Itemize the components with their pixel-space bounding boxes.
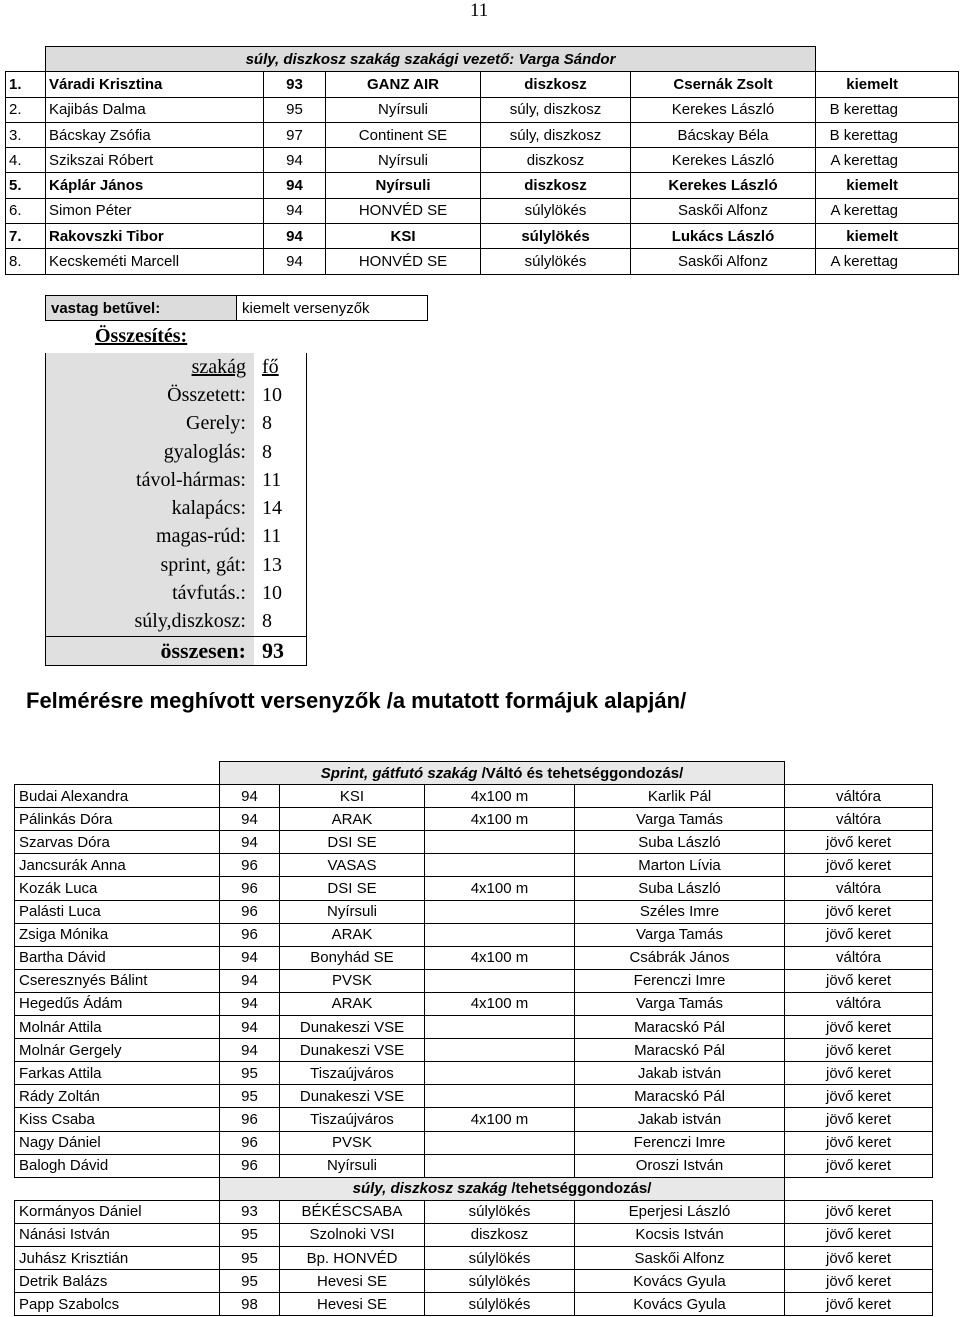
cell-year: 96 bbox=[220, 854, 280, 877]
table-row bbox=[15, 969, 933, 992]
cell-no: 8. bbox=[6, 249, 46, 274]
cell-year: 94 bbox=[220, 992, 280, 1015]
cell-name: Budai Alexandra bbox=[15, 785, 220, 808]
cell-status: jövő keret bbox=[785, 1154, 933, 1177]
cell-coach: Saskői Alfonz bbox=[631, 249, 816, 274]
table-row bbox=[6, 148, 959, 173]
cell-name: Rakovszki Tibor bbox=[46, 224, 264, 249]
cell-name: Bartha Dávid bbox=[15, 946, 220, 969]
cell-event: súlylökés bbox=[425, 1270, 575, 1293]
header-blank bbox=[6, 47, 46, 72]
summary-value: 10 bbox=[254, 381, 307, 409]
cell-club: KSI bbox=[326, 224, 481, 249]
cell-name: Zsiga Mónika bbox=[15, 923, 220, 946]
cell-event: 4x100 m bbox=[425, 1108, 575, 1131]
cell-name: Káplár János bbox=[46, 173, 264, 198]
cell-year: 95 bbox=[220, 1062, 280, 1085]
cell-coach: Maracskó Pál bbox=[575, 1039, 785, 1062]
cell-status: jövő keret bbox=[785, 831, 933, 854]
cell-year: 94 bbox=[220, 808, 280, 831]
cell-club: ARAK bbox=[280, 923, 425, 946]
cell-coach: Kovács Gyula bbox=[575, 1293, 785, 1316]
cell-year: 94 bbox=[264, 249, 326, 274]
cell-year: 94 bbox=[220, 969, 280, 992]
header-italic: súly, diszkosz szakág bbox=[245, 50, 401, 68]
cell-name: Bácskay Zsófia bbox=[46, 122, 264, 147]
cell-year: 93 bbox=[264, 72, 326, 97]
cell-name: Kormányos Dániel bbox=[15, 1200, 220, 1223]
cell-year: 94 bbox=[264, 173, 326, 198]
cell-event: súly, diszkosz bbox=[481, 122, 631, 147]
cell-club: Hevesi SE bbox=[280, 1293, 425, 1316]
cell-status: jövő keret bbox=[785, 1016, 933, 1039]
cell-coach: Marton Lívia bbox=[575, 854, 785, 877]
cell-year: 98 bbox=[220, 1293, 280, 1316]
cell-event bbox=[425, 1154, 575, 1177]
cell-year: 96 bbox=[220, 877, 280, 900]
table-row bbox=[15, 1131, 933, 1154]
cell-status: váltóra bbox=[785, 992, 933, 1015]
section-header-italic: Sprint, gátfutó szakág bbox=[320, 764, 478, 782]
cell-coach: Oroszi István bbox=[575, 1154, 785, 1177]
section-header-cell bbox=[220, 1177, 785, 1200]
cell-status: jövő keret bbox=[785, 969, 933, 992]
summary-row bbox=[46, 466, 307, 494]
cell-club: HONVÉD SE bbox=[326, 198, 481, 223]
table-row bbox=[15, 1062, 933, 1085]
cell-status: kiemelt bbox=[816, 72, 959, 97]
cell-status: B kerettag bbox=[816, 122, 959, 147]
summary-row bbox=[46, 608, 307, 637]
cell-name: Jancsurák Anna bbox=[15, 854, 220, 877]
cell-year: 95 bbox=[220, 1270, 280, 1293]
cell-name: Váradi Krisztina bbox=[46, 72, 264, 97]
cell-event: diszkosz bbox=[481, 148, 631, 173]
summary-col-value: fő bbox=[254, 353, 307, 381]
cell-name: Hegedűs Ádám bbox=[15, 992, 220, 1015]
cell-coach: Varga Tamás bbox=[575, 923, 785, 946]
cell-coach: Ferenczi Imre bbox=[575, 969, 785, 992]
summary-label: kalapács: bbox=[171, 497, 246, 520]
cell-year: 93 bbox=[220, 1200, 280, 1223]
table-row bbox=[15, 1108, 933, 1131]
cell-status: jövő keret bbox=[785, 1246, 933, 1269]
cell-coach: Széles Imre bbox=[575, 900, 785, 923]
cell-year: 94 bbox=[264, 148, 326, 173]
summary-label: Összetett: bbox=[167, 383, 246, 406]
summary-label: távol-hármas: bbox=[136, 468, 246, 491]
cell-coach: Suba László bbox=[575, 831, 785, 854]
summary-label: magas-rúd: bbox=[156, 525, 246, 548]
table-row bbox=[6, 97, 959, 122]
cell-status: jövő keret bbox=[785, 1293, 933, 1316]
section-header-rest: /tehetséggondozás/ bbox=[507, 1180, 652, 1198]
section-blank bbox=[15, 762, 220, 785]
cell-club: Nyírsuli bbox=[326, 97, 481, 122]
cell-coach: Maracskó Pál bbox=[575, 1016, 785, 1039]
cell-event bbox=[425, 969, 575, 992]
cell-no: 6. bbox=[6, 198, 46, 223]
cell-name: Farkas Attila bbox=[15, 1062, 220, 1085]
top-table-header-cell bbox=[46, 47, 816, 72]
table-row bbox=[6, 224, 959, 249]
cell-event: 4x100 m bbox=[425, 808, 575, 831]
cell-name: Kecskeméti Marcell bbox=[46, 249, 264, 274]
cell-event bbox=[425, 831, 575, 854]
cell-club: Bonyhád SE bbox=[280, 946, 425, 969]
cell-status: jövő keret bbox=[785, 854, 933, 877]
cell-name: Szarvas Dóra bbox=[15, 831, 220, 854]
top-athlete-table bbox=[5, 46, 959, 275]
cell-name: Molnár Attila bbox=[15, 1016, 220, 1039]
summary-value: 11 bbox=[254, 466, 307, 494]
cell-club: Nyírsuli bbox=[326, 173, 481, 198]
table-row bbox=[6, 72, 959, 97]
cell-club: Tiszaújváros bbox=[280, 1108, 425, 1131]
cell-coach: Kocsis István bbox=[575, 1223, 785, 1246]
cell-name: Molnár Gergely bbox=[15, 1039, 220, 1062]
cell-event bbox=[425, 1062, 575, 1085]
table-row bbox=[15, 1200, 933, 1223]
summary-label: gyaloglás: bbox=[163, 440, 246, 463]
table-row bbox=[15, 1039, 933, 1062]
cell-name: Detrik Balázs bbox=[15, 1270, 220, 1293]
cell-coach: Eperjesi László bbox=[575, 1200, 785, 1223]
table-row bbox=[15, 946, 933, 969]
cell-club: PVSK bbox=[280, 969, 425, 992]
cell-club: Dunakeszi VSE bbox=[280, 1016, 425, 1039]
cell-name: Kozák Luca bbox=[15, 877, 220, 900]
table-row bbox=[15, 854, 933, 877]
summary-row bbox=[46, 381, 307, 409]
summary-label: sprint, gát: bbox=[160, 553, 246, 576]
summary-header-row bbox=[46, 353, 307, 381]
invited-athletes-table bbox=[14, 761, 933, 1316]
cell-event bbox=[425, 1085, 575, 1108]
cell-status: jövő keret bbox=[785, 923, 933, 946]
cell-coach: Jakab istván bbox=[575, 1108, 785, 1131]
cell-coach: Lukács László bbox=[631, 224, 816, 249]
summary-row bbox=[46, 579, 307, 607]
cell-year: 94 bbox=[264, 198, 326, 223]
cell-event bbox=[425, 1131, 575, 1154]
table-row bbox=[15, 1223, 933, 1246]
table-row bbox=[15, 992, 933, 1015]
cell-name: Rády Zoltán bbox=[15, 1085, 220, 1108]
cell-club: ARAK bbox=[280, 992, 425, 1015]
cell-coach: Csábrák János bbox=[575, 946, 785, 969]
cell-club: Dunakeszi VSE bbox=[280, 1085, 425, 1108]
cell-year: 96 bbox=[220, 1131, 280, 1154]
summary-value: 11 bbox=[254, 523, 307, 551]
cell-status: jövő keret bbox=[785, 1270, 933, 1293]
cell-event: diszkosz bbox=[481, 72, 631, 97]
cell-year: 96 bbox=[220, 1108, 280, 1131]
table-row bbox=[6, 249, 959, 274]
section-header-row bbox=[15, 1177, 933, 1200]
summary-total-row bbox=[46, 636, 307, 665]
legend-key: vastag betűvel: bbox=[46, 296, 237, 321]
cell-status: jövő keret bbox=[785, 1223, 933, 1246]
cell-no: 2. bbox=[6, 97, 46, 122]
cell-status: kiemelt bbox=[816, 224, 959, 249]
summary-value: 10 bbox=[254, 579, 307, 607]
section-header-cell bbox=[220, 762, 785, 785]
table-row bbox=[15, 1154, 933, 1177]
cell-club: GANZ AIR bbox=[326, 72, 481, 97]
cell-club: BÉKÉSCSABA bbox=[280, 1200, 425, 1223]
cell-name: Cseresznyés Bálint bbox=[15, 969, 220, 992]
cell-club: KSI bbox=[280, 785, 425, 808]
cell-name: Palásti Luca bbox=[15, 900, 220, 923]
section-blank bbox=[785, 1177, 933, 1200]
cell-event: 4x100 m bbox=[425, 992, 575, 1015]
cell-year: 97 bbox=[264, 122, 326, 147]
cell-event: súlylökés bbox=[425, 1246, 575, 1269]
cell-club: Nyírsuli bbox=[280, 1154, 425, 1177]
cell-club: VASAS bbox=[280, 854, 425, 877]
cell-status: kiemelt bbox=[816, 173, 959, 198]
cell-coach: Csernák Zsolt bbox=[631, 72, 816, 97]
cell-name: Kajibás Dalma bbox=[46, 97, 264, 122]
cell-club: DSI SE bbox=[280, 877, 425, 900]
cell-event bbox=[425, 1039, 575, 1062]
cell-name: Papp Szabolcs bbox=[15, 1293, 220, 1316]
section-header-row bbox=[15, 762, 933, 785]
cell-event: diszkosz bbox=[481, 173, 631, 198]
cell-coach: Suba László bbox=[575, 877, 785, 900]
summary-total-label: összesen: bbox=[46, 636, 255, 665]
table-row bbox=[15, 900, 933, 923]
section-header-rest: /Váltó és tehetséggondozás/ bbox=[477, 764, 684, 782]
cell-coach: Kovács Gyula bbox=[575, 1270, 785, 1293]
cell-status: váltóra bbox=[785, 946, 933, 969]
cell-club: Szolnoki VSI bbox=[280, 1223, 425, 1246]
cell-event: 4x100 m bbox=[425, 946, 575, 969]
cell-year: 95 bbox=[220, 1246, 280, 1269]
table-row bbox=[6, 198, 959, 223]
header-blank bbox=[816, 47, 959, 72]
table-row bbox=[15, 923, 933, 946]
cell-event: súlylökés bbox=[425, 1200, 575, 1223]
cell-status: jövő keret bbox=[785, 1039, 933, 1062]
legend-table bbox=[45, 295, 428, 321]
section-title: Felmérésre meghívott versenyzők /a mutatott formájuk alapján/ bbox=[26, 688, 687, 713]
cell-year: 94 bbox=[220, 1039, 280, 1062]
cell-coach: Kerekes László bbox=[631, 97, 816, 122]
cell-club: PVSK bbox=[280, 1131, 425, 1154]
cell-name: Pálinkás Dóra bbox=[15, 808, 220, 831]
cell-year: 96 bbox=[220, 900, 280, 923]
cell-no: 1. bbox=[6, 72, 46, 97]
cell-club: ARAK bbox=[280, 808, 425, 831]
cell-club: Nyírsuli bbox=[326, 148, 481, 173]
cell-name: Nánási István bbox=[15, 1223, 220, 1246]
cell-status: váltóra bbox=[785, 877, 933, 900]
summary-row bbox=[46, 494, 307, 522]
page-number: 11 bbox=[470, 0, 489, 21]
cell-coach: Karlik Pál bbox=[575, 785, 785, 808]
summary-block bbox=[45, 295, 428, 666]
cell-status: jövő keret bbox=[785, 1062, 933, 1085]
cell-name: Balogh Dávid bbox=[15, 1154, 220, 1177]
cell-event bbox=[425, 854, 575, 877]
cell-club: Hevesi SE bbox=[280, 1270, 425, 1293]
cell-coach: Saskői Alfonz bbox=[631, 198, 816, 223]
cell-name: Juhász Krisztián bbox=[15, 1246, 220, 1269]
summary-row bbox=[46, 410, 307, 438]
cell-status: A kerettag bbox=[816, 148, 959, 173]
cell-status: jövő keret bbox=[785, 1200, 933, 1223]
table-row bbox=[15, 1270, 933, 1293]
cell-name: Simon Péter bbox=[46, 198, 264, 223]
cell-event: súly, diszkosz bbox=[481, 97, 631, 122]
section-blank bbox=[785, 762, 933, 785]
table-row bbox=[15, 831, 933, 854]
summary-value: 8 bbox=[254, 438, 307, 466]
cell-coach: Kerekes László bbox=[631, 148, 816, 173]
section-header-italic: súly, diszkosz szakág bbox=[352, 1180, 508, 1198]
cell-club: Dunakeszi VSE bbox=[280, 1039, 425, 1062]
cell-status: A kerettag bbox=[816, 249, 959, 274]
table-row bbox=[15, 877, 933, 900]
cell-status: A kerettag bbox=[816, 198, 959, 223]
cell-name: Szikszai Róbert bbox=[46, 148, 264, 173]
summary-total-value: 93 bbox=[254, 636, 307, 665]
cell-coach: Maracskó Pál bbox=[575, 1085, 785, 1108]
summary-table bbox=[45, 353, 307, 666]
cell-name: Kiss Csaba bbox=[15, 1108, 220, 1131]
table-row bbox=[6, 122, 959, 147]
cell-status: jövő keret bbox=[785, 900, 933, 923]
cell-club: Nyírsuli bbox=[280, 900, 425, 923]
table-row bbox=[15, 1246, 933, 1269]
summary-row bbox=[46, 523, 307, 551]
summary-row bbox=[46, 551, 307, 579]
cell-coach: Varga Tamás bbox=[575, 808, 785, 831]
cell-event bbox=[425, 1016, 575, 1039]
cell-status: B kerettag bbox=[816, 97, 959, 122]
cell-no: 7. bbox=[6, 224, 46, 249]
cell-event: súlylökés bbox=[481, 249, 631, 274]
cell-year: 94 bbox=[220, 1016, 280, 1039]
cell-no: 5. bbox=[6, 173, 46, 198]
cell-coach: Ferenczi Imre bbox=[575, 1131, 785, 1154]
cell-event: súlylökés bbox=[481, 198, 631, 223]
cell-year: 94 bbox=[220, 785, 280, 808]
cell-coach: Saskői Alfonz bbox=[575, 1246, 785, 1269]
table-row bbox=[15, 1016, 933, 1039]
summary-value: 8 bbox=[254, 410, 307, 438]
cell-name: Nagy Dániel bbox=[15, 1131, 220, 1154]
legend-value: kiemelt versenyzők bbox=[237, 296, 428, 321]
table-row bbox=[15, 808, 933, 831]
cell-year: 95 bbox=[220, 1223, 280, 1246]
cell-status: váltóra bbox=[785, 785, 933, 808]
cell-year: 95 bbox=[264, 97, 326, 122]
cell-year: 94 bbox=[220, 946, 280, 969]
cell-coach: Bácskay Béla bbox=[631, 122, 816, 147]
summary-label: súly,diszkosz: bbox=[134, 610, 246, 633]
table-row bbox=[6, 173, 959, 198]
cell-no: 4. bbox=[6, 148, 46, 173]
cell-event: 4x100 m bbox=[425, 785, 575, 808]
section-blank bbox=[15, 1177, 220, 1200]
summary-row bbox=[46, 438, 307, 466]
cell-status: jövő keret bbox=[785, 1131, 933, 1154]
cell-status: váltóra bbox=[785, 808, 933, 831]
cell-event: súlylökés bbox=[425, 1293, 575, 1316]
table-row bbox=[15, 785, 933, 808]
cell-no: 3. bbox=[6, 122, 46, 147]
summary-col-label: szakág bbox=[191, 355, 246, 378]
cell-status: jövő keret bbox=[785, 1108, 933, 1131]
cell-club: DSI SE bbox=[280, 831, 425, 854]
summary-label: Gerely: bbox=[186, 412, 246, 435]
cell-year: 95 bbox=[220, 1085, 280, 1108]
summary-label: távfutás.: bbox=[172, 582, 246, 605]
cell-coach: Kerekes László bbox=[631, 173, 816, 198]
table-row bbox=[15, 1293, 933, 1316]
cell-club: Tiszaújváros bbox=[280, 1062, 425, 1085]
cell-event bbox=[425, 900, 575, 923]
cell-year: 96 bbox=[220, 923, 280, 946]
cell-year: 96 bbox=[220, 1154, 280, 1177]
cell-event: diszkosz bbox=[425, 1223, 575, 1246]
cell-event: súlylökés bbox=[481, 224, 631, 249]
cell-event: 4x100 m bbox=[425, 877, 575, 900]
cell-year: 94 bbox=[220, 831, 280, 854]
summary-title: Összesítés: bbox=[95, 325, 188, 347]
cell-year: 94 bbox=[264, 224, 326, 249]
cell-status: jövő keret bbox=[785, 1085, 933, 1108]
cell-coach: Varga Tamás bbox=[575, 992, 785, 1015]
cell-event bbox=[425, 923, 575, 946]
top-table-header bbox=[6, 47, 959, 72]
cell-coach: Jakab istván bbox=[575, 1062, 785, 1085]
summary-value: 13 bbox=[254, 551, 307, 579]
cell-club: Continent SE bbox=[326, 122, 481, 147]
summary-value: 14 bbox=[254, 494, 307, 522]
table-row bbox=[15, 1085, 933, 1108]
cell-club: Bp. HONVÉD bbox=[280, 1246, 425, 1269]
header-rest: szakági vezető: Varga Sándor bbox=[400, 50, 616, 68]
cell-club: HONVÉD SE bbox=[326, 249, 481, 274]
summary-value: 8 bbox=[254, 608, 307, 637]
